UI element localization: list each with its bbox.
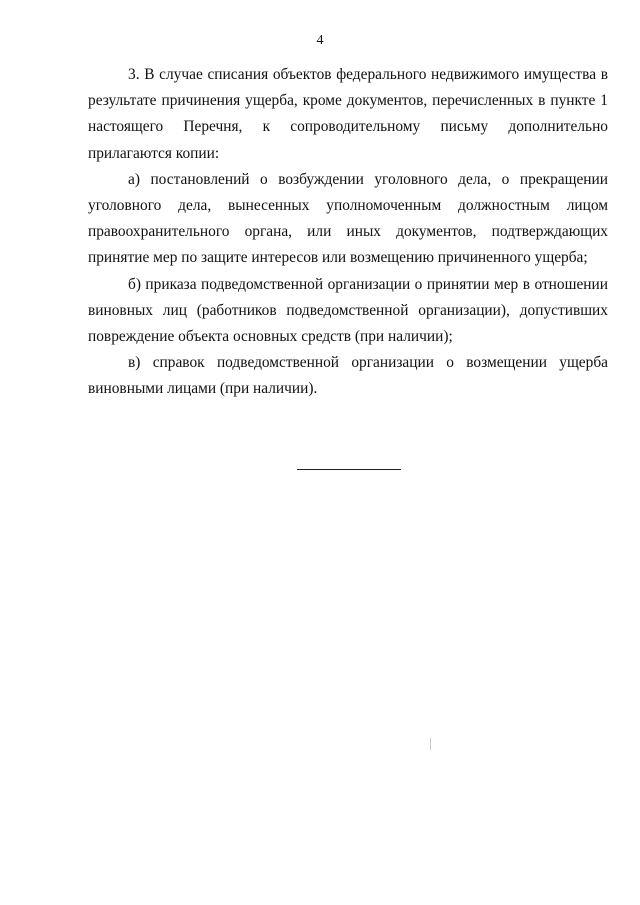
paragraph-subitem-v: в) справок подведомственной организации о возмещении ущерба виновными лицами (при наличии). — [88, 354, 608, 398]
page-number: 4 — [316, 33, 324, 48]
paragraph-subitem-a: а) постановлений о возбуждении уголовного дела, о прекращении уголовного дела, вынесенных уполномоченным должностным лицом правоохранительного органа, или иных документов, подтверждающих принятие мер по защите интересов или возмещению причиненного ущерба; — [88, 170, 608, 267]
document-body — [88, 62, 608, 403]
paragraph-item-3: 3. В случае списания объектов федерального недвижимого имущества в результате причинения ущерба, кроме документов, перечисленных в пункте 1 настоящего Перечня, к сопроводительному письму дополнительно прилагаются копии: — [88, 66, 608, 162]
paragraph-subitem-b: б) приказа подведомственной организации о принятии мер в отношении виновных лиц (работников подведомственной организации), допустивших повреждение объекта основных средств (при наличии); — [88, 275, 608, 346]
scan-artifact — [430, 738, 431, 750]
end-separator-line — [297, 469, 401, 470]
